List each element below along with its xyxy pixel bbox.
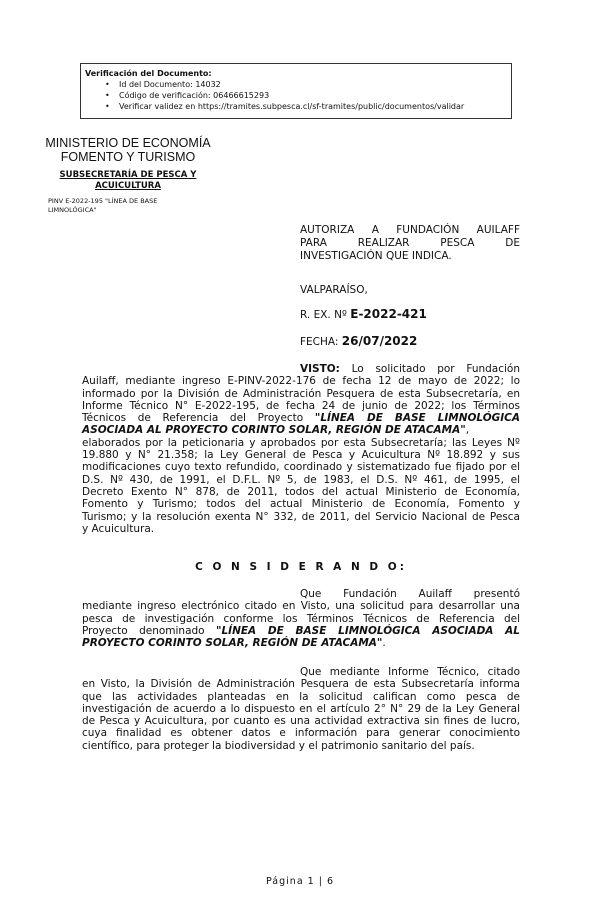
considerando-line: científico, para proteger la biodiversidad y el patrimonio sanitario del país. [82,739,475,752]
subsecretaria-name [30,170,226,192]
visto-line: elaborados por la peticionaria y aprobados por esta Subsecretaría; las Leyes Nº [82,436,520,449]
considerando-line: Que mediante Informe Técnico, citado [300,666,520,678]
considerando-line: que las actividades planteadas en la solicitud califican como pesca de [82,690,520,703]
verification-box [80,63,512,119]
resolution-number [300,308,427,322]
pinv-line-1: PINV E-2022-195 "LÍNEA DE BASE [48,197,158,205]
considerando-line: cuya finalidad es obtener datos e información para generar conocimiento [82,727,520,740]
visto-line: informado por la División de Administración Pesquera de esta Subsecretaría, en [82,387,520,400]
title-line-3: INVESTIGACIÓN QUE INDICA. [300,250,452,262]
pinv-reference [48,197,198,215]
visto-line: Técnicos de Referencia del Proyecto "LÍNEA DE BASE LIMNOLÓGICA [82,412,521,425]
visto-label: VISTO: [300,363,340,375]
considerando-line: pesca de investigación conforme los Términos Técnicos de Referencia del [82,612,520,625]
ministry-line-2: FOMENTO Y TURISMO [60,150,196,164]
subsecretaria-line-2: ACUICULTURA [95,181,161,191]
resolution-title [300,224,520,263]
ministry-line-1: MINISTERIO DE ECONOMÍA [45,136,211,150]
considerando-line: Proyecto denominado "LÍNEA DE BASE LIMNOLÓGICA ASOCIADA AL [82,624,520,637]
visto-line: 19.880 y N° 21.358; la Ley General de Pesca y Acuicultura Nº 18.892 y sus [82,449,520,462]
visto-line: Auilaff, mediante ingreso E-PINV-2022-176 de fecha 12 de mayo de 2022; lo [82,375,520,388]
visto-line: D.S. Nº 430, de 1991, el D.F.L. Nº 5, de 1983, el D.S. Nº 461, de 1995, el [82,473,520,486]
considerando-line: de Pesca y Acuicultura, por cuanto es una actividad extractiva sin fines de lucro, [82,715,520,728]
project-name: "LÍNEA DE BASE LIMNOLÓGICA [314,412,521,425]
visto-line: Informe Técnico N° E-2022-195, de fecha 24 de junio de 2022; los Términos [82,399,520,412]
visto-line: ASOCIADA AL PROYECTO CORINTO SOLAR, REGIÓN DE ATACAMA", [82,424,470,437]
fecha-label: FECHA: [300,336,339,348]
verification-code: • Código de verificación: 06466615293 [119,90,511,101]
verification-title: Verificación del Documento: [85,69,212,78]
considerando-paragraph-1 [82,588,520,649]
considerando-line: mediante ingreso electrónico citado en Visto, una solicitud para desarrollar una [82,600,520,613]
pinv-line-2: LIMNOLÓGICA" [48,206,97,214]
document-id: • Id del Documento: 14032 [119,79,511,90]
visto-line: modificaciones cuyo texto refundido, coordinado y sistematizado fue fijado por el [82,461,520,474]
project-name: "LÍNEA DE BASE LIMNOLÓGICA ASOCIADA AL [216,624,520,637]
page-number: Página 1 | 6 [266,876,334,887]
considerando-line: investigación de acuerdo a lo dispuesto en el artículo 2° N° 29 de la Ley General [82,702,520,715]
title-line-1: AUTORIZA A FUNDACIÓN AUILAFF [300,224,520,236]
rex-label: R. EX. Nº [300,309,347,321]
visto-line: Turismo; y la resolución exenta N° 332, de 2011, del Servicio Nacional de Pesca [82,510,520,523]
visto-line: Decreto Exento N° 878, de 2011, todos del actual Ministerio de Economía, [82,485,520,498]
subsecretaria-line-1: SUBSECRETARÍA DE PESCA Y [59,170,197,180]
verification-list [85,79,511,112]
visto-paragraph [82,363,520,535]
resolution-date [300,335,417,349]
project-name: ASOCIADA AL PROYECTO CORINTO SOLAR, REGIÓN DE ATACAMA" [82,424,466,437]
considerando-line: Que Fundación Auilaff presentó [300,588,520,600]
project-name: PROYECTO CORINTO SOLAR, REGIÓN DE ATACAMA" [82,637,383,650]
verification-url[interactable]: • Verificar validez en https://tramites.subpesca.cl/sf-tramites/public/documentos/validar [119,101,511,112]
rex-number: E-2022-421 [350,307,427,321]
title-line-2: PARA REALIZAR PESCA DE [300,237,520,249]
visto-line: VISTO: Lo solicitado por Fundación [300,363,520,375]
considerando-line: en Visto, la División de Administración Pesquera de esta Subsecretaría informa [82,678,520,691]
ministry-name [30,136,226,164]
considerando-line: PROYECTO CORINTO SOLAR, REGIÓN DE ATACAMA". [82,637,386,650]
considerando-heading: C O N S I D E R A N D O: [195,561,407,573]
city: VALPARAÍSO, [300,284,368,296]
visto-line: y Acuicultura. [82,522,155,535]
considerando-paragraph-2 [82,666,520,752]
fecha-value: 26/07/2022 [341,334,418,348]
visto-line: Fomento y Turismo; todos del actual Ministerio de Economía, Fomento y [82,498,520,511]
